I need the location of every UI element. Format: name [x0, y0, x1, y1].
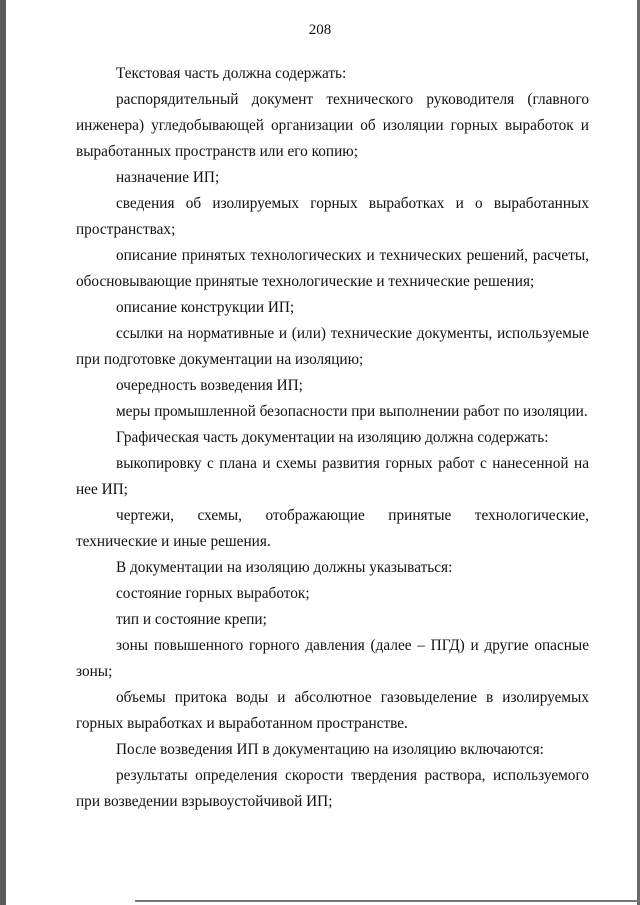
paragraph: В документации на изоляцию должны указываться: [116, 559, 453, 576]
scan-edge-left [0, 0, 6, 905]
paragraph: Графическая часть документации на изоляцию должна содержать: [116, 429, 549, 446]
paragraph: состояние горных выработок; [116, 585, 310, 602]
paragraph: результаты определения скорости твердения раствора, используемого при возведении взрывоустойчивой ИП; [76, 767, 589, 810]
paragraph: ссылки на нормативные и (или) технические документы, используемые при подготовке документации на изоляцию; [76, 325, 589, 368]
paragraph: меры промышленной безопасности при выполнении работ по изоляции. [116, 403, 588, 420]
paragraph: описание конструкции ИП; [116, 299, 295, 316]
paragraph: чертежи, схемы, отображающие принятые технологические, технические и иные решения. [76, 507, 589, 550]
paragraph: объемы притока воды и абсолютное газовыделение в изолируемых горных выработках и выработанном пространстве. [76, 689, 589, 732]
page-number: 208 [308, 22, 332, 38]
paragraph: очередность возведения ИП; [116, 377, 303, 394]
document-body [76, 61, 589, 815]
paragraph: выкопировку с плана и схемы развития горных работ с нанесенной на нее ИП; [76, 455, 589, 498]
scan-edge-bottom [135, 900, 640, 902]
paragraph: назначение ИП; [116, 169, 220, 186]
paragraph: тип и состояние крепи; [116, 611, 267, 628]
paragraph: сведения об изолируемых горных выработках и о выработанных пространствах; [76, 195, 589, 238]
paragraph: распорядительный документ технического руководителя (главного инженера) угледобывающей организации об изоляции горных выработок и выработанных пространств или его копию; [76, 91, 589, 160]
paragraph: зоны повышенного горного давления (далее – ПГД) и другие опасные зоны; [76, 637, 589, 680]
paragraph: После возведения ИП в документацию на изоляцию включаются: [116, 741, 544, 758]
paragraph: описание принятых технологических и технических решений, расчеты, обосновывающие принятые технологические и технические решения; [76, 247, 589, 290]
paragraph: Текстовая часть должна содержать: [116, 65, 347, 82]
